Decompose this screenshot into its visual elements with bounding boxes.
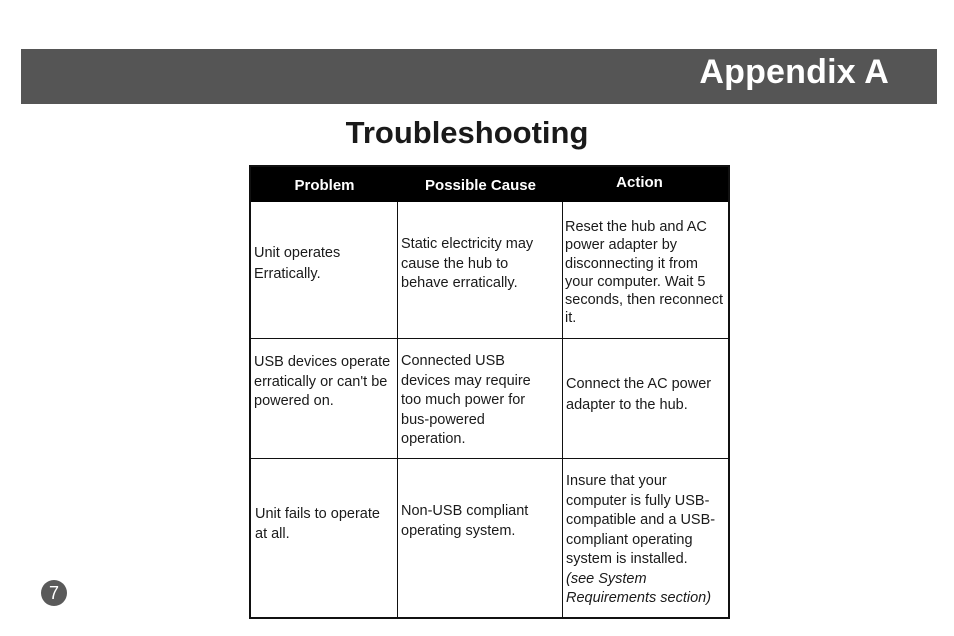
appendix-banner [21,49,937,104]
page-title: Troubleshooting [345,115,589,150]
appendix-title: Appendix A [699,53,889,91]
column-divider [728,202,729,617]
row-1-problem: Unit operates Erratically. [254,245,341,282]
row-3-cause: Non-USB compliant operating system. [401,503,529,539]
row-2-problem: USB devices operate erratically or can't be powered on. [254,354,391,409]
column-header-action: Action [616,174,663,191]
row-3-action-text: Insure that your computer is fully USB-compatible and a USB-compliant operating system is installed. [566,473,716,567]
row-2-cause: Connected USB devices may require too much power for bus-powered operation. [401,353,531,447]
column-divider [397,202,398,617]
row-3-problem: Unit fails to operate at all. [255,506,380,542]
troubleshooting-table [249,165,730,619]
page-number: 7 [41,580,67,606]
row-divider [251,458,728,459]
row-1-cause: Static electricity may cause the hub to behave erratically. [401,236,534,291]
column-header-problem: Problem [294,177,355,194]
table-header-row [251,167,728,202]
row-divider [251,338,728,339]
column-header-cause: Possible Cause [425,177,536,194]
row-1-action: Reset the hub and AC power adapter by disconnecting it from your computer. Wait 5 seconds, then reconnect it. [565,219,723,327]
row-2-action: Connect the AC power adapter to the hub. [566,376,712,413]
row-3-action [566,472,727,609]
row-3-action-note: (see System Requirements section) [566,570,712,606]
column-divider [562,202,563,617]
